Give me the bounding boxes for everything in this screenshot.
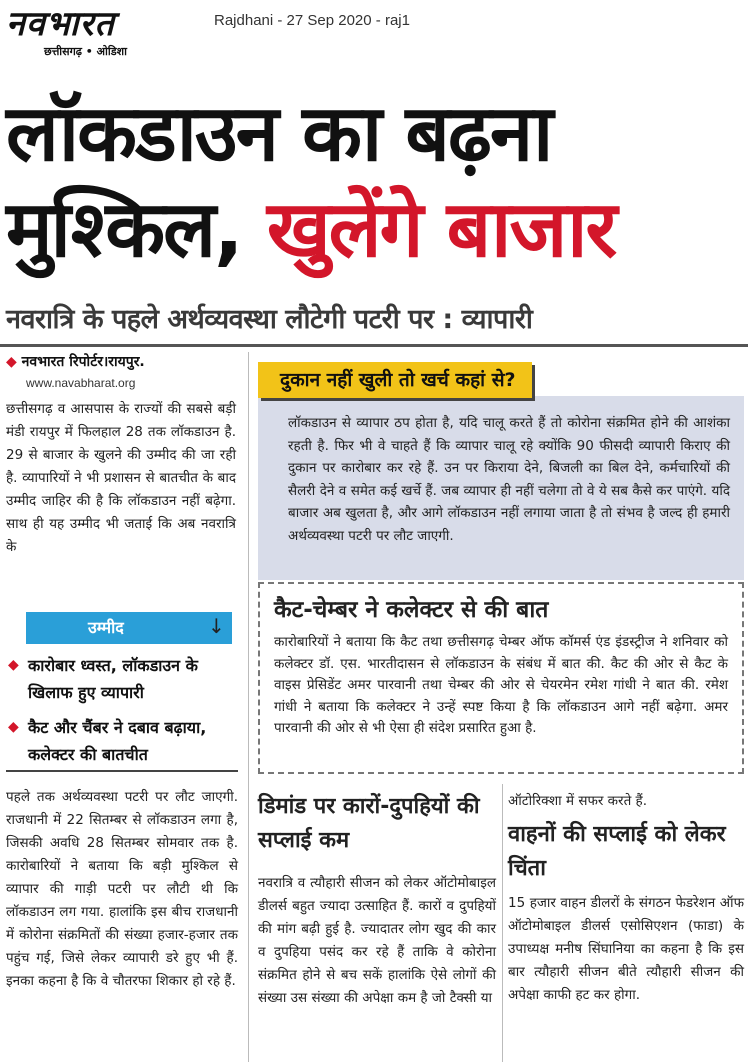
subheadline: नवरात्रि के पहले अर्थव्यवस्था लौटेगी पटरी पर : व्यापारी [6,304,533,335]
newspaper-logo: नवभारत [6,4,115,44]
article-intro: छत्तीसगढ़ व आसपास के राज्यों की सबसे बड़ी मंडी रायपुर में फिलहाल 28 तक लॉकडाउन है. 29 से बाजार के खुलने की उम्मीद की जा रही है. व्यापारियों ने भी प्रशासन से बातचीत के बाद उम्मीद जाहिर की है कि लॉकडाउन नहीं बढ़ेगा. साथ ही यह उम्मीद भी जताई कि अब नवरात्रि के [6,401,236,555]
headline-line-2 [6,184,746,276]
headline-black-part: मुश्किल, [6,185,242,275]
demand-article [258,790,496,1010]
headline-red-part: खुलेंगे बाजार [266,185,616,275]
vehicle-supply-title: वाहनों की सप्लाई को लेकर चिंता [508,822,726,881]
highlight-text: कैट और चैंबर ने दबाव बढ़ाया, कलेक्टर की बातचीत [28,718,207,764]
byline-text: नवभारत रिपोर्टर।रायपुर. [21,354,145,370]
vertical-divider [502,784,503,1062]
vertical-divider [248,352,249,1062]
byline [6,352,242,371]
highlights-list [6,652,238,776]
quote-tag: दुकान नहीं खुली तो खर्च कहां से? [258,362,532,398]
arrow-down-icon: ↓ [208,614,225,638]
website-link[interactable]: www.navabharat.org [26,376,136,390]
diamond-icon: ◆ [8,719,19,735]
article-continuation: पहले तक अर्थव्यवस्था पटरी पर लौट जाएगी. राजधानी में 22 सितम्बर से लॉकडाउन लगा है, जिसकी अवधि 28 सितम्बर सोमवार तक है. कारोबारियों ने बताया कि बड़ी मुश्किल से व्यापार की गाड़ी पटरी पर लौटी थी कि लॉकडाउन लग गया. हालांकि इस बीच राजधानी में कोरोना संक्रमितों की संख्या हजार-हजार तक पहुंच गई, जिसे लेकर व्यापारी डरे हुए भी हैं. इनका कहना है कि वे चौतरफा शिकार हो रहे हैं. [6,789,238,989]
diamond-icon: ◆ [8,657,19,673]
ummid-label: उम्मीद [26,612,232,644]
dateline: Rajdhani - 27 Sep 2020 - raj1 [214,12,410,29]
cat-chamber-box [258,582,744,774]
cat-box-body: कारोबारियों ने बताया कि कैट तथा छत्तीसगढ़ चेम्बर ऑफ कॉमर्स एंड इंडस्ट्रीज ने शनिवार को कलेक्टर डॉ. एस. भारतीदासन से लॉकडाउन के संबंध में बात की. कैट की ओर से कैट के वाइस प्रेसिडेंट अमर पारवानी तथा चेम्बर की ओर से चेयरमेन रमेश गांधी ने बात की. रमेश गांधी ने बताया कि कलेक्टर ने उन्हें स्पष्ट किया है कि लॉकडाउन आगे नहीं बढ़ेगा. अमर पारवानी की ओर से भी ऐसा ही संदेश प्रसारित हुआ है. [274,634,728,736]
cat-box-title: कैट-चेम्बर ने कलेक्टर से की बात [274,597,549,623]
masthead [6,6,196,64]
demand-title: डिमांड पर कारों-दुपहियों की सप्लाई कम [258,794,480,853]
quote-box [258,396,744,580]
highlight-item [6,714,238,768]
highlight-text: कारोबार ध्वस्त, लॉकडाउन के खिलाफ हुए व्यापारी [28,656,198,702]
highlight-item [6,652,238,706]
headline-divider [0,344,748,347]
demand-body: नवरात्रि व त्यौहारी सीजन को लेकर ऑटोमोबाइल डीलर्स बहुत ज्यादा उत्साहित हैं. कारों व दुपहियों की मांग बढ़ी हुई है. ज्यादातर लोग खुद की कार व दुपहिया पसंद कर रहे हैं ताकि वे कोरोना संक्रमित होने से बच सकें हालांकि ऐसे लोगों की संख्या उस संख्या की अपेक्षा कम है जो टैक्सी या [258,875,496,1006]
vehicle-supply-article [508,790,744,1007]
continuation-line: ऑटोरिक्शा में सफर करते हैं. [508,793,648,809]
quote-body: लॉकडाउन से व्यापार ठप होता है, यदि चालू करते हैं तो कोरोना संक्रमित होने की आशंका रहती है. फिर भी वे चाहते हैं कि व्यापार चालू रहे क्योंकि 90 फीसदी व्यापारी किराए की दुकान पर कारोबार कर रहे हैं. उन पर किराया देने, बिजली का बिल देने, कर्मचारियों की सैलरी देने व समेत कई खर्चे हैं. जब व्यापार ही नहीं चलेगा तो वे ये सब कैसे कर पाएंगे. यदि बाजार अब खुलता है, और आगे लॉकडाउन नहीं लगाया जाता है तो संभव है जल्द ही हमारी अर्थव्यवस्था पटरी पर लौट जाएगी. [288,415,730,544]
edition-regions: छत्तीसगढ़ • ओडिशा [44,45,127,58]
column-divider [6,770,238,772]
diamond-icon: ◆ [6,354,17,370]
headline-line-1: लॉकडाउन का बढ़ना [6,89,552,179]
vehicle-supply-body: 15 हजार वाहन डीलरों के संगठन फेडरेशन ऑफ ऑटोमोबाइल डीलर्स एसोसिएशन (फाडा) के उपाध्यक्ष मनीष सिंघानिया का कहना है कि इस बार त्यौहारी सीजन बीते त्यौहारी सीजन की अपेक्षा काफी हट कर होगा. [508,895,744,1003]
